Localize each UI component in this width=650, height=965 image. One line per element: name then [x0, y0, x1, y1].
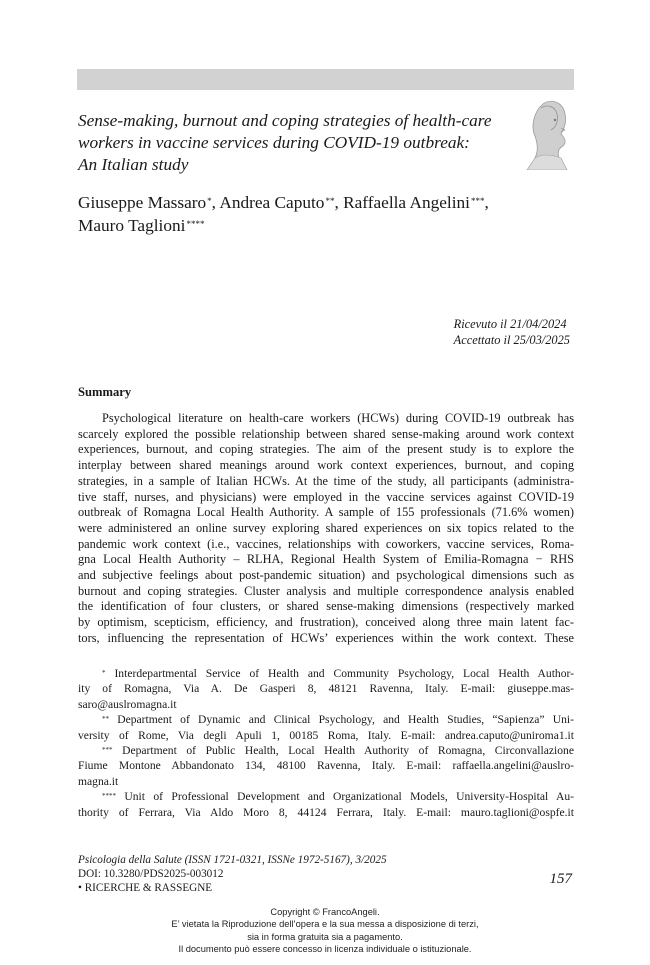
author-separator: ,: [211, 193, 220, 212]
footnote-line: magna.it: [78, 774, 119, 788]
author-separator: ,: [484, 193, 489, 212]
affiliation-footnotes: [78, 666, 574, 820]
footnote-line: [78, 789, 574, 804]
summary-heading: Summary: [78, 385, 132, 399]
abstract-line: experiences, burnout, and coping strategies. The aim of the present study is to explore the: [78, 442, 574, 457]
footnote-text: Interdepartmental Service of Health and Community Psychology, Local Health Author-: [114, 667, 574, 680]
copyright-line: E’ vietata la Riproduzione dell’opera e la sua messa a disposizione di terzi,: [171, 919, 479, 930]
copyright-line: Copyright © FrancoAngeli.: [270, 907, 380, 917]
abstract-line: strategies, in a sample of Italian HCWs. At the time of the study, all participants (administra-: [78, 473, 574, 488]
footnote-mark: ****: [102, 792, 116, 801]
header-bar: [77, 69, 574, 90]
footnote-line: [78, 666, 574, 681]
abstract-line: interplay between shared meanings around work context experiences, burnout, and coping: [78, 458, 574, 473]
footnote-text: Unit of Professional Development and Organizational Models, University-Hospital Au-: [124, 790, 574, 804]
abstract-line: tors, influencing the representation of HCWs’ experiences within the work context. These: [78, 630, 574, 645]
footnote-line: ity of Romagna, Via A. De Gasperi 8, 48121 Ravenna, Italy. E-mail: giuseppe.mas-: [78, 682, 574, 696]
footnote-line: [78, 743, 574, 758]
page-number: 157: [549, 871, 572, 887]
author-mark: **: [325, 196, 335, 206]
copyright-notice: [0, 906, 650, 956]
author-name: Andrea Caputo: [219, 193, 325, 212]
journal-doi: DOI: 10.3280/PDS2025-003012: [78, 868, 224, 881]
author-name: Giuseppe Massaro: [78, 193, 207, 212]
author-name: Mauro Taglioni: [78, 216, 186, 235]
article-title: [78, 110, 518, 176]
author-mark: *: [207, 196, 212, 206]
abstract-line: gna Local Health Authority – RLHA, Regional Health System of Emilia-Romagna − RHS: [78, 552, 574, 567]
abstract-line: scarcely explored the possible relationship between shared sense-making around work context: [78, 426, 574, 441]
journal-logo-portrait: [521, 94, 575, 170]
footnote-mark: *: [102, 669, 106, 677]
author-mark: ****: [186, 219, 205, 229]
copyright-line: sia in forma gratuita sia a pagamento.: [247, 931, 403, 942]
footnote-text: Department of Public Health, Local Health Authority of Romagna, Circonvallazione: [122, 744, 574, 758]
title-line: Sense-making, burnout and coping strategies of health-care: [78, 111, 492, 130]
abstract-line: outbreak of Romagna Local Health Authority. A sample of 155 professionals (71.6% women): [78, 505, 574, 520]
abstract-line: burnout and coping strategies. Cluster analysis and multiple correspondence analysis enabled: [78, 583, 574, 598]
footnote-mark: ***: [102, 746, 113, 755]
accepted-date: Accettato il 25/03/2025: [453, 333, 570, 347]
abstract-line: the identification of four clusters, or shared sense-making dimensions (respectively marked: [78, 599, 574, 614]
abstract-text: [78, 411, 574, 647]
author-separator: ,: [334, 193, 344, 212]
submission-dates: [454, 316, 570, 348]
author-list: [78, 191, 548, 237]
abstract-line: and subjective feelings about post-pandemic situation) and psychological dimensions such as: [78, 568, 574, 583]
author-mark: ***: [470, 196, 485, 206]
footnote-line: Fiume Montone Abbandonato 134, 48100 Ravenna, Italy. E-mail: raffaella.angelini@auslro-: [78, 759, 574, 773]
title-line: An Italian study: [78, 155, 189, 174]
title-line: workers in vaccine services during COVID-19 outbreak:: [78, 133, 470, 152]
footnote-text: Department of Dynamic and Clinical Psychology, and Health Studies, “Sapienza” Uni-: [117, 713, 574, 727]
footnote-line: [78, 712, 574, 727]
abstract-line: pandemic work context (i.e., vaccines, relationships with coworkers, vaccine services, Roma-: [78, 536, 574, 551]
copyright-line: Il documento può essere concesso in licenza individuale o istituzionale.: [178, 944, 472, 955]
footnote-line: thority of Ferrara, Via Aldo Moro 8, 44124 Ferrara, Italy. E-mail: mauro.taglioni@ospfe.it: [78, 805, 574, 819]
abstract-line: tive staff, nurses, and physicians) were employed in the vaccine services against COVID-19: [78, 489, 574, 504]
footnote-mark: **: [102, 715, 109, 724]
abstract-line: were administered an online survey exploring shared experiences on six topics related to the: [78, 520, 574, 535]
footnote-line: saro@auslromagna.it: [78, 697, 177, 711]
author-name: Raffaella Angelini: [343, 193, 470, 212]
footnote-line: versity of Rome, Via degli Apuli 1, 00185 Roma, Italy. E-mail: andrea.caputo@uniroma1.it: [78, 728, 574, 742]
abstract-line: by optimism, scepticism, efficiency, and frustration), conceived along three main latent fac-: [78, 615, 574, 630]
journal-citation: Psicologia della Salute (ISSN 1721-0321, ISSNe 1972-5167), 3/2025: [78, 854, 387, 866]
journal-section: • RICERCHE & RASSEGNE: [78, 882, 213, 895]
abstract-line: Psychological literature on health-care workers (HCWs) during COVID-19 outbreak has: [102, 411, 574, 425]
journal-info: [78, 853, 574, 896]
received-date: Ricevuto il 21/04/2024: [453, 317, 567, 331]
